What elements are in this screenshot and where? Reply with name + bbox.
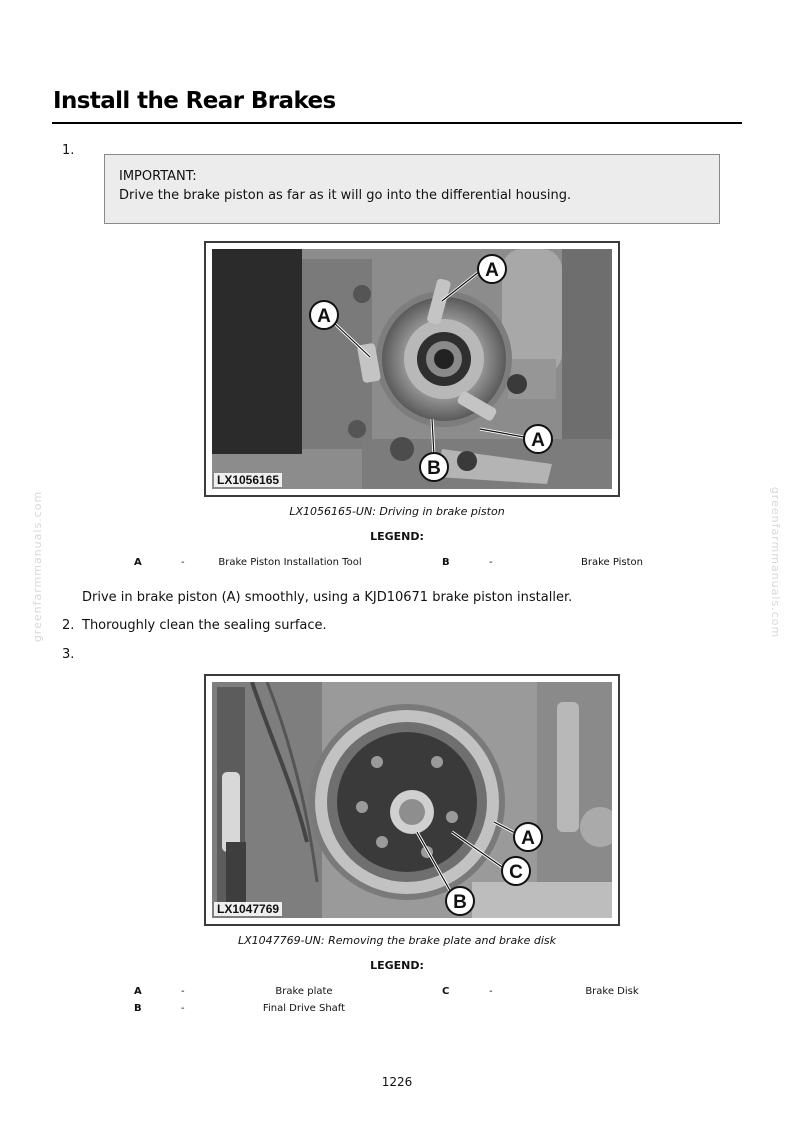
legend-sep: - [181, 986, 185, 997]
figure-1-image-id: LX1056165 [214, 473, 282, 487]
watermark-right: greenfarmmanuals.com [769, 486, 783, 639]
step-2-text: Thoroughly clean the sealing surface. [82, 618, 327, 633]
step-1-text: Drive in brake piston (A) smoothly, using a KJD10671 brake piston installer. [82, 590, 573, 605]
step-1-number: 1. [62, 143, 75, 158]
title-divider [52, 122, 742, 124]
legend-key: B [134, 1003, 142, 1014]
callout-label: A [521, 828, 535, 849]
legend-sep: - [489, 557, 493, 568]
legend-sep: - [181, 557, 185, 568]
callout-label: B [427, 458, 441, 479]
page-title: Install the Rear Brakes [53, 88, 336, 114]
legend-desc: Brake Disk [585, 986, 639, 997]
important-note [104, 154, 720, 224]
figure-2-image-id: LX1047769 [214, 902, 282, 916]
legend-sep: - [489, 986, 493, 997]
figure-1-caption: LX1056165-UN: Driving in brake piston [289, 505, 505, 518]
callout-label: C [509, 862, 523, 883]
figure-1-legend-title: LEGEND: [370, 530, 424, 543]
legend-desc: Brake plate [275, 986, 333, 997]
page-number: 1226 [381, 1075, 413, 1089]
figure-2-photo [212, 682, 612, 918]
important-text: Drive the brake piston as far as it will go into the differential housing. [119, 188, 572, 203]
callout-label: B [453, 892, 467, 913]
figure-1 [204, 241, 620, 497]
figure-2-caption: LX1047769-UN: Removing the brake plate and brake disk [238, 934, 556, 947]
callout-label: A [485, 260, 499, 281]
step-2-number: 2. [62, 618, 75, 633]
important-label: IMPORTANT: [119, 169, 197, 184]
figure-2-legend-title: LEGEND: [370, 959, 424, 972]
legend-desc: Final Drive Shaft [262, 1003, 346, 1014]
legend-key: B [442, 557, 450, 568]
step-3-number: 3. [62, 647, 75, 662]
legend-desc: Brake Piston Installation Tool [218, 557, 362, 568]
legend-key: A [134, 557, 142, 568]
legend-key: C [442, 986, 450, 997]
legend-key: A [134, 986, 142, 997]
callout-label: A [317, 306, 331, 327]
legend-sep: - [181, 1003, 185, 1014]
watermark-left: greenfarmmanuals.com [31, 490, 45, 643]
callout-label: A [531, 430, 545, 451]
figure-2 [204, 674, 620, 926]
legend-desc: Brake Piston [580, 557, 644, 568]
figure-1-photo [212, 249, 612, 489]
